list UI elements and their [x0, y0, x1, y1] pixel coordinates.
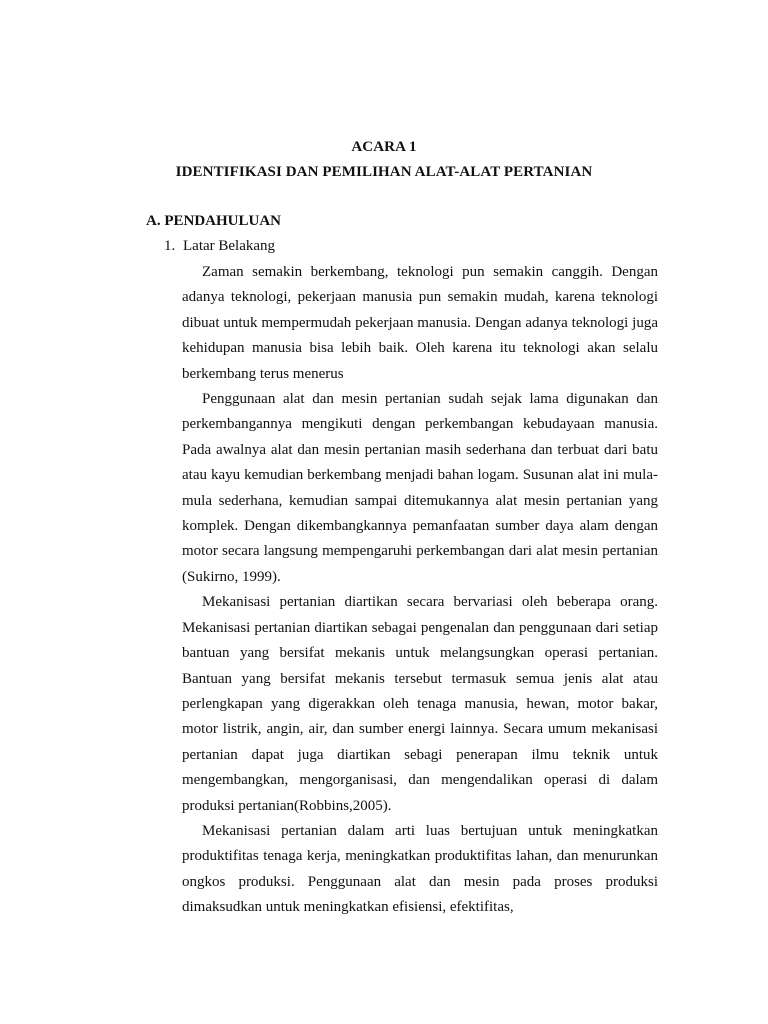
paragraph-4: Mekanisasi pertanian dalam arti luas bertujuan untuk meningkatkan produktifitas tenaga kerja, meningkatkan produktifitas lahan, dan menurunkan ongkos produksi. Penggunaan alat dan mesin pada proses produksi dimaksudkan untuk meningkatkan efisiensi, efektifitas, [182, 822, 658, 916]
paragraph-3: Mekanisasi pertanian diartikan secara bervariasi oleh beberapa orang. Mekanisasi pertanian diartikan sebagai pengenalan dan penggunaan dari setiap bantuan yang bersifat mekanis untuk melangsungkan operasi pertanian. Bantuan yang bersifat mekanis tersebut termasuk semua jenis alat atau perlengkapan yang digerakkan oleh tenaga manusia, hewan, motor bakar, motor listrik, angin, air, dan sumber energi lainnya. Secara umum mekanisasi pertanian dapat juga diartikan sebagi penerapan ilmu teknik untuk mengembangkan, mengorganisasi, dan mengendalikan operasi di dalam produksi pertanian(Robbins,2005). [182, 594, 658, 814]
subsection-label: Latar Belakang [183, 238, 276, 254]
subsection-number: 1. [164, 238, 176, 254]
chapter-heading: ACARA 1 [351, 139, 417, 155]
section-heading: A. PENDAHULUAN [146, 213, 281, 229]
paragraph-2: Penggunaan alat dan mesin pertanian sudah sejak lama digunakan dan perkembangannya mengikuti dengan perkembangan kebudayaan manusia. Pada awalnya alat dan mesin pertanian masih sederhana dan terbuat dari batu atau kayu kemudian berkembang menjadi bahan logam. Susunan alat ini mula-mula sederhana, kemudian sampai ditemukannya alat mesin pertanian yang komplek. Dengan dikembangkannya pemanfaatan sumber daya alam dengan motor secara langsung mempengaruhi perkembangan dari alat mesin pertanian (Sukirno, 1999). [182, 391, 658, 585]
chapter-title: IDENTIFIKASI DAN PEMILIHAN ALAT-ALAT PERTANIAN [175, 164, 593, 180]
paragraph-1: Zaman semakin berkembang, teknologi pun semakin canggih. Dengan adanya teknologi, pekerjaan manusia pun semakin mudah, karena teknologi dibuat untuk mempermudah pekerjaan manusia. Dengan adanya teknologi juga kehidupan manusia bisa lebih baik. Oleh karena itu teknologi akan selalu berkembang terus menerus [182, 264, 658, 382]
subsection-heading [164, 238, 275, 255]
body-text [182, 260, 658, 921]
